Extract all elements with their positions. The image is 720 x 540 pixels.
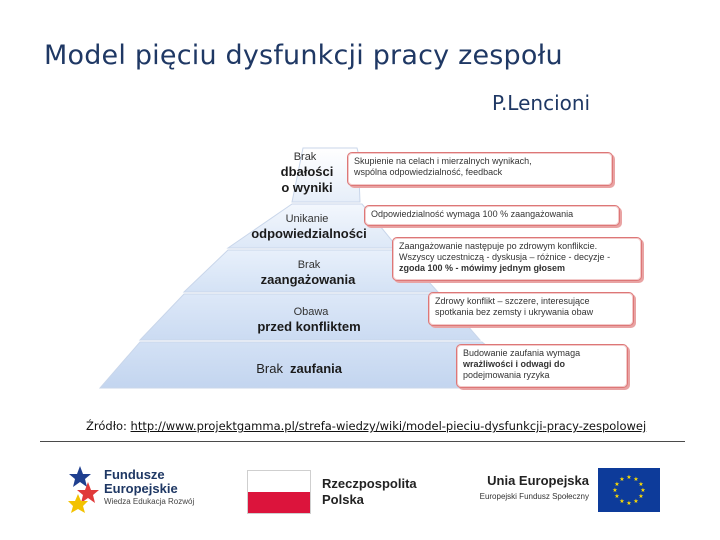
level5-light: Brak bbox=[256, 361, 283, 376]
level3-light: Brak bbox=[297, 259, 321, 271]
note-trust: Budowanie zaufania wymaga wrażliwości i odwagi do podejmowania ryzyka bbox=[456, 344, 628, 388]
fundusze-europejskie-text: Fundusze Europejskie Wiedza Edukacja Rozwój bbox=[104, 467, 195, 506]
divider-line bbox=[40, 441, 685, 442]
level2-light: Unikanie bbox=[285, 213, 329, 225]
svg-text:★: ★ bbox=[619, 498, 625, 505]
fundusze-europejskie-logo-icon bbox=[66, 464, 102, 516]
svg-text:★: ★ bbox=[638, 481, 644, 488]
note-results: Skupienie na celach i mierzalnych wynikach, wspólna odpowiedzialność, feedback bbox=[347, 152, 613, 186]
eu-flag-icon bbox=[598, 468, 660, 512]
source-citation bbox=[86, 419, 646, 433]
unia-europejska-text: Unia Europejska Europejski Fundusz Społeczny bbox=[479, 473, 589, 501]
note-accountability: Odpowiedzialność wymaga 100 % zaangażowania bbox=[364, 205, 620, 226]
svg-text:★: ★ bbox=[638, 493, 644, 500]
level3-bold: zaangażowania bbox=[260, 272, 356, 287]
level1-bold-1: dbałości bbox=[280, 164, 334, 179]
svg-text:★: ★ bbox=[626, 474, 632, 481]
level2-bold: odpowiedzialności bbox=[251, 226, 367, 241]
source-link[interactable]: http://www.projektgamma.pl/strefa-wiedzy/wiki/model-pieciu-dysfunkcji-pracy-zespolowej bbox=[130, 419, 647, 433]
note-conflict: Zdrowy konflikt – szczere, interesujące spotkania bez zemsty i ukrywania obaw bbox=[428, 292, 634, 326]
poland-flag-icon bbox=[247, 470, 311, 514]
svg-text:★: ★ bbox=[626, 500, 632, 507]
note-commitment: Zaangażowanie następuje po zdrowym konflikcie. Wszyscy uczestniczą - dyskusja – różnice - decyzje - zgoda 100 % - mówimy jednym głosem bbox=[392, 237, 642, 281]
level1-bold-2: o wyniki bbox=[281, 180, 333, 195]
svg-text:★: ★ bbox=[640, 487, 646, 494]
level4-bold: przed konfliktem bbox=[257, 319, 361, 334]
svg-text:★: ★ bbox=[614, 481, 620, 488]
slide-title: Model pięciu dysfunkcji pracy zespołu bbox=[44, 40, 563, 71]
svg-text:★: ★ bbox=[619, 476, 625, 483]
svg-text:★: ★ bbox=[633, 476, 639, 483]
source-label: Źródło: bbox=[86, 419, 127, 433]
svg-text:★: ★ bbox=[612, 487, 618, 494]
level4-light: Obawa bbox=[293, 306, 329, 318]
level1-light: Brak bbox=[293, 151, 317, 163]
level5-bold: zaufania bbox=[290, 361, 343, 376]
author-name: P.Lencioni bbox=[492, 91, 591, 115]
svg-text:★: ★ bbox=[633, 498, 639, 505]
svg-text:★: ★ bbox=[614, 493, 620, 500]
rzeczpospolita-text: Rzeczpospolita Polska bbox=[322, 476, 417, 507]
